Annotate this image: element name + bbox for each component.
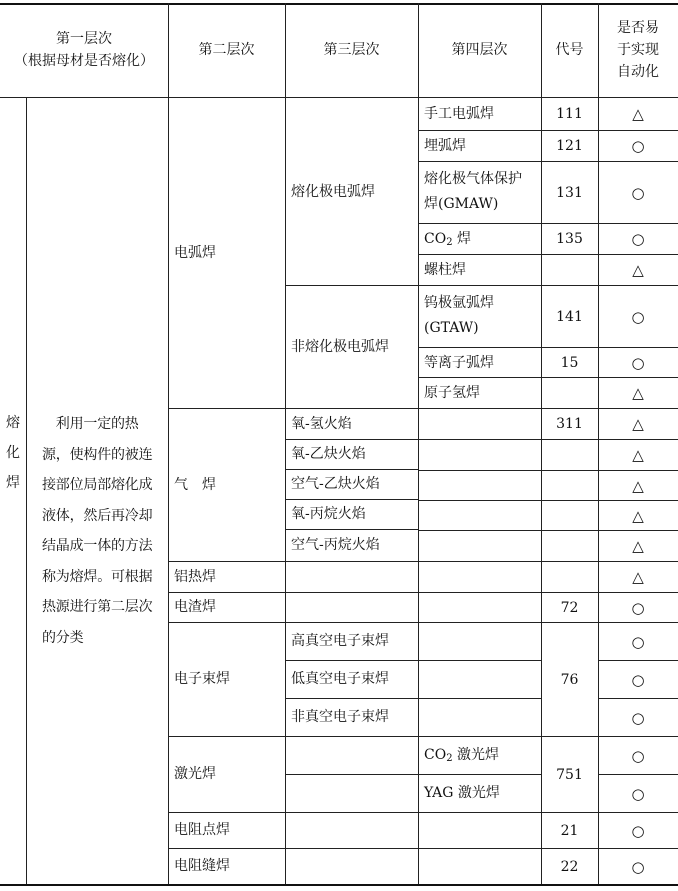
level3-oxy-acetylene: 氧-乙炔火焰 — [291, 446, 366, 462]
code-751: 751 — [556, 766, 583, 783]
co2-suffix: 焊 — [452, 231, 472, 247]
level1-description: 利用一定的热源，使构件的被连接部位局部熔化成液体，然后再冷却结晶成一体的方法称为熔焊。可根据热源进行第二层次的分类 — [42, 416, 153, 646]
circle-icon: ○ — [631, 307, 645, 326]
level4-co2-welding — [424, 224, 471, 254]
level3-air-propane: 空气-丙烷火焰 — [291, 537, 380, 553]
triangle-icon: △ — [632, 446, 644, 464]
co2-laser-subscript: 2 — [446, 753, 453, 764]
row-rule — [285, 774, 418, 775]
header-level1: 第一层次 （根据母材是否熔化） — [14, 31, 154, 69]
level2-laser-welding: 激光焊 — [174, 766, 216, 782]
level3-oxy-hydrogen: 氧-氢火焰 — [291, 416, 352, 432]
level4-gmaw-line2: 焊(GMAW) — [424, 196, 499, 212]
code-311: 311 — [556, 416, 583, 432]
circle-icon: ○ — [631, 632, 645, 651]
level2-arc-welding: 电弧焊 — [174, 245, 216, 261]
circle-icon: ○ — [631, 598, 645, 617]
triangle-icon: △ — [632, 568, 644, 586]
code-121: 121 — [556, 138, 583, 154]
co2-text: CO — [424, 231, 447, 247]
level3-low-vacuum-ebeam: 低真空电子束焊 — [291, 671, 389, 687]
triangle-icon: △ — [632, 384, 644, 402]
level4-gtaw-line2: (GTAW) — [424, 320, 479, 336]
header-level4: 第四层次 — [451, 42, 508, 58]
level3-air-acetylene: 空气-乙炔火焰 — [291, 476, 380, 492]
level3-non-vacuum-ebeam: 非真空电子束焊 — [291, 709, 389, 725]
code-76: 76 — [560, 671, 579, 688]
level3-high-vacuum-ebeam: 高真空电子束焊 — [291, 633, 389, 649]
triangle-icon: △ — [632, 506, 644, 525]
level3-nonconsumable-arc: 非熔化极电弧焊 — [291, 339, 389, 355]
code-21: 21 — [560, 822, 579, 839]
circle-icon: ○ — [631, 857, 645, 876]
circle-icon: ○ — [631, 784, 645, 803]
level2-electroslag-welding: 电渣焊 — [174, 599, 216, 615]
level2-thermite-welding: 铝热焊 — [174, 569, 216, 585]
code-72: 72 — [560, 599, 579, 616]
header-level2: 第二层次 — [198, 42, 255, 58]
level4-gmaw-line1: 熔化极气体保护 — [424, 171, 522, 187]
code-141: 141 — [556, 308, 583, 325]
circle-icon: ○ — [631, 670, 645, 689]
level4-atomic-hydrogen: 原子氢焊 — [424, 385, 480, 401]
header-code: 代号 — [555, 42, 584, 58]
code-15: 15 — [560, 354, 579, 371]
level4-yag-laser: YAG 激光焊 — [424, 785, 500, 801]
circle-icon: ○ — [631, 821, 645, 840]
triangle-icon: △ — [632, 105, 644, 123]
level1-label: 熔化焊 — [6, 415, 20, 491]
triangle-icon: △ — [632, 261, 644, 279]
level2-resistance-spot-welding: 电阻点焊 — [174, 822, 230, 838]
level4-co2-laser — [424, 737, 499, 773]
circle-icon: ○ — [631, 183, 645, 202]
level4-manual-arc: 手工电弧焊 — [424, 106, 494, 122]
circle-icon: ○ — [631, 137, 645, 155]
code-111: 111 — [556, 106, 583, 122]
level4-stud-welding: 螺柱焊 — [424, 262, 466, 278]
code-22: 22 — [560, 858, 579, 875]
code-135: 135 — [556, 231, 583, 247]
triangle-icon: △ — [632, 415, 644, 433]
triangle-icon: △ — [632, 476, 644, 495]
col-rule-2 — [168, 3, 169, 884]
level3-consumable-arc: 熔化极电弧焊 — [291, 184, 375, 200]
triangle-icon: △ — [632, 537, 644, 555]
circle-icon: ○ — [631, 746, 645, 765]
co2-laser-text: CO — [424, 747, 447, 763]
table-bottom-border — [0, 884, 678, 886]
code-131: 131 — [556, 184, 583, 201]
level2-electron-beam-welding: 电子束焊 — [174, 671, 230, 687]
level2-resistance-seam-welding: 电阻缝焊 — [174, 858, 230, 874]
header-automation: 是否易 于实现 自动化 — [617, 20, 659, 80]
level2-gas-welding: 气 焊 — [174, 477, 216, 493]
co2-laser-suffix: 激光焊 — [452, 747, 500, 763]
circle-icon: ○ — [631, 353, 645, 372]
circle-icon: ○ — [631, 708, 645, 727]
level4-submerged-arc: 埋弧焊 — [424, 138, 466, 154]
col-rule-1 — [26, 98, 27, 884]
col-rule-4 — [418, 3, 419, 884]
circle-icon: ○ — [631, 230, 645, 248]
level4-plasma-arc: 等离子弧焊 — [424, 354, 494, 371]
level4-gtaw-line1: 钨极氩弧焊 — [424, 295, 494, 311]
co2-subscript: 2 — [446, 237, 453, 248]
col-rule-3 — [285, 3, 286, 884]
header-level3: 第三层次 — [323, 42, 380, 58]
level3-oxy-propane: 氧-丙烷火焰 — [291, 506, 366, 522]
